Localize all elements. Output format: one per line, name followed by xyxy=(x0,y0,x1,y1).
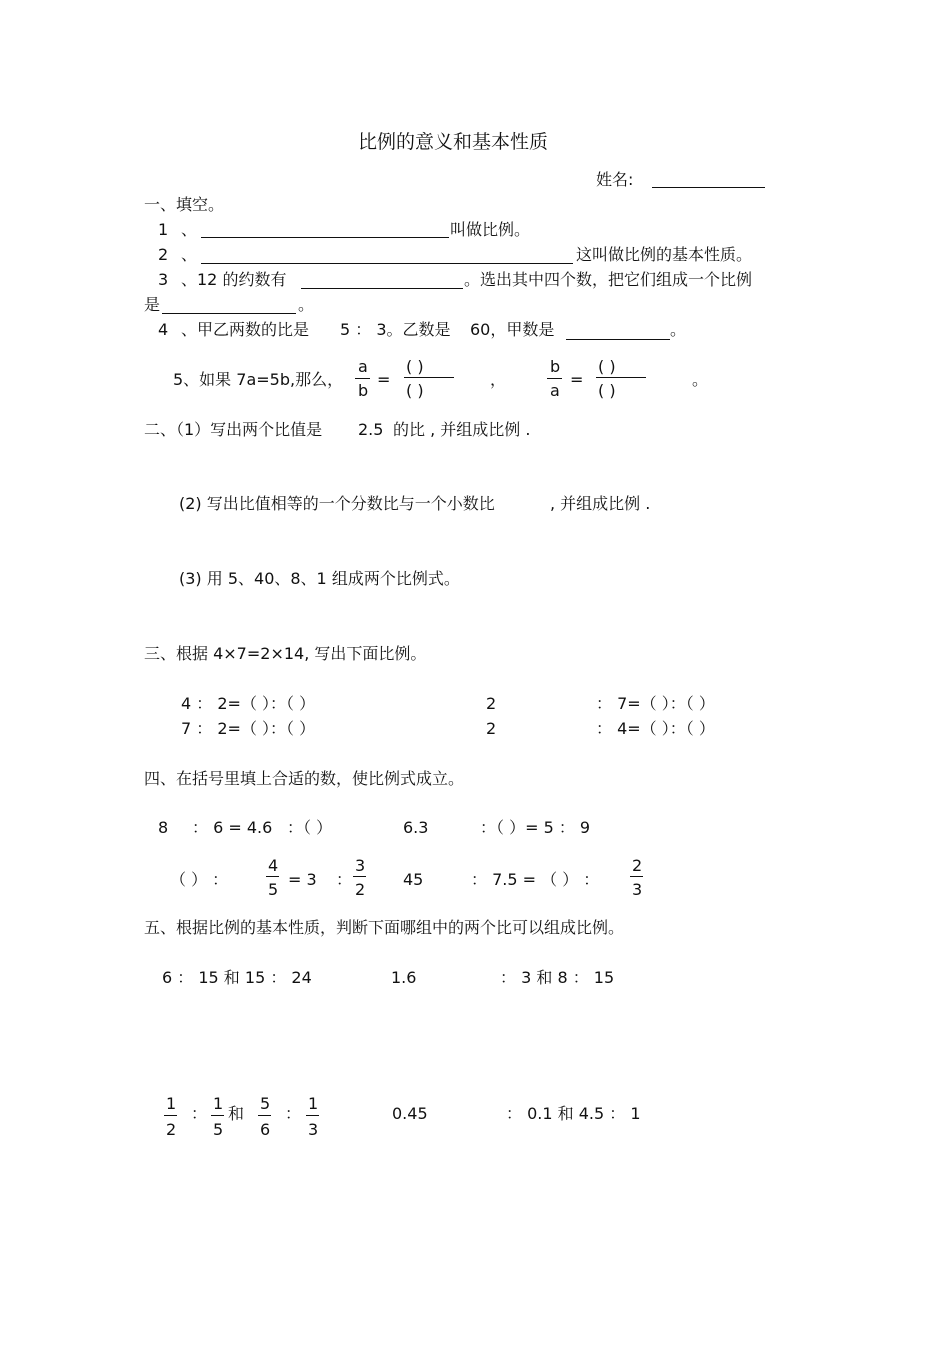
s3-row1-b: 2 xyxy=(486,694,497,713)
s4-frac3-num: 2 xyxy=(632,856,643,875)
s5-frac4-num: 1 xyxy=(308,1094,319,1113)
q5-frac1-den: b xyxy=(358,381,369,400)
q3-end: 。 xyxy=(298,295,315,314)
s4-row1-e: ：（ ）= 5 ： 9 xyxy=(480,818,591,837)
s4-frac3-line xyxy=(630,876,643,877)
q4-pre: 、甲乙两数的比是 xyxy=(181,320,310,339)
section-3-heading: 三、根据 4×7=2×14, 写出下面比例。 xyxy=(144,644,427,663)
s5-frac4-line xyxy=(306,1115,319,1116)
name-label: 姓名: xyxy=(596,170,634,189)
s4-row2-b: = 3 xyxy=(288,870,317,889)
s5-colon-2: ： xyxy=(285,1104,302,1123)
s5-frac2-line xyxy=(211,1115,224,1116)
q5-frac1-num: a xyxy=(358,357,368,376)
q1-blank[interactable] xyxy=(201,237,449,238)
s5-row1-a: 6 ： 15 和 15 ： 24 xyxy=(162,968,312,987)
q5-eq1: = xyxy=(377,370,391,389)
s4-row1-c: ：（ ） xyxy=(287,818,333,837)
q5-frac3-line xyxy=(547,378,562,379)
s4-row2-a: （ ） ： xyxy=(170,870,229,889)
s3-row1-c: ： 7=（ ）：（ ） xyxy=(596,694,715,713)
s4-frac2-line xyxy=(353,876,366,877)
s5-row2-b: 0.45 xyxy=(392,1104,428,1123)
s5-frac3-den: 6 xyxy=(260,1120,271,1139)
s4-row2-d: 45 xyxy=(403,870,424,889)
page-title: 比例的意义和基本性质 xyxy=(358,131,549,153)
s4-frac2-num: 3 xyxy=(355,856,366,875)
q3-line2: 是 xyxy=(144,295,161,314)
q4-number: 4 xyxy=(158,320,169,339)
q1-number: 1 xyxy=(158,220,169,239)
q3-blank-1[interactable] xyxy=(301,288,463,289)
q5-frac1-line xyxy=(355,378,370,379)
q2-blank[interactable] xyxy=(201,263,573,264)
q2-text: 这叫做比例的基本性质。 xyxy=(576,245,753,264)
s4-row1-b: ： 6 = 4.6 xyxy=(192,818,273,837)
s5-frac3-num: 5 xyxy=(260,1094,271,1113)
q5-frac4-den: ( ) xyxy=(598,381,616,400)
name-blank[interactable] xyxy=(652,187,765,188)
q5-end: 。 xyxy=(692,370,709,389)
s2-p1-c: 的比 , 并组成比例 . xyxy=(393,420,531,439)
q4-blank[interactable] xyxy=(566,339,670,340)
q3-blank-2[interactable] xyxy=(162,313,296,314)
s5-row2-c: ： 0.1 和 4.5 ： 1 xyxy=(506,1104,641,1123)
q2-sep: 、 xyxy=(181,245,198,264)
s4-row1-a: 8 xyxy=(158,818,169,837)
section-5-heading: 五、根据比例的基本性质，判断下面哪组中的两个比可以组成比例。 xyxy=(144,918,625,937)
s4-frac3-den: 3 xyxy=(632,880,643,899)
s2-p1-a: 二、（1）写出两个比值是 xyxy=(144,420,323,439)
s5-frac4-den: 3 xyxy=(308,1120,319,1139)
q5-frac4-line xyxy=(596,377,646,378)
q1-text: 叫做比例。 xyxy=(450,220,531,239)
q5-pre: 5、如果 7a=5b,那么， xyxy=(173,370,344,389)
q1-sep: 、 xyxy=(181,220,198,239)
s2-p3: (3) 用 5、40、8、1 组成两个比例式。 xyxy=(179,569,460,588)
s3-row2-c: ： 4=（ ）：（ ） xyxy=(596,719,715,738)
section-4-heading: 四、在括号里填上合适的数，使比例式成立。 xyxy=(144,769,465,788)
s5-frac3-line xyxy=(258,1115,271,1116)
s5-colon-1: ： xyxy=(191,1104,208,1123)
s5-frac1-line xyxy=(164,1115,177,1116)
s5-and: 和 xyxy=(228,1104,245,1123)
s4-row2-c: ： xyxy=(336,870,353,889)
section-1-heading: 一、填空。 xyxy=(144,195,225,214)
s3-row2-a: 7 ： 2=（ ）：（ ） xyxy=(181,719,316,738)
s2-p2-b: , 并组成比例 . xyxy=(550,494,651,513)
q5-frac3-den: a xyxy=(550,381,560,400)
s4-frac1-line xyxy=(266,876,279,877)
s5-frac2-den: 5 xyxy=(213,1120,224,1139)
q5-frac3-num: b xyxy=(550,357,561,376)
q5-frac2-den: ( ) xyxy=(406,381,424,400)
s2-p1-b: 2.5 xyxy=(358,420,384,439)
s4-frac2-den: 2 xyxy=(355,880,366,899)
q2-number: 2 xyxy=(158,245,169,264)
s4-row1-d: 6.3 xyxy=(403,818,429,837)
q3-text: 。选出其中四个数，把它们组成一个比例 xyxy=(464,270,753,289)
q3-pre: 、12 的约数有 xyxy=(181,270,287,289)
s5-frac1-den: 2 xyxy=(166,1120,177,1139)
q5-frac2-line xyxy=(404,377,454,378)
s4-frac1-den: 5 xyxy=(268,880,279,899)
s2-p2-a: (2) 写出比值相等的一个分数比与一个小数比 xyxy=(179,494,495,513)
s5-row1-b: 1.6 xyxy=(391,968,417,987)
s5-row1-c: ： 3 和 8 ： 15 xyxy=(500,968,615,987)
s3-row1-a: 4 ： 2=（ ）：（ ） xyxy=(181,694,316,713)
q5-comma: ， xyxy=(490,370,507,389)
q4-value: 60，甲数是 xyxy=(470,320,555,339)
q4-ratio: 5 ： 3。乙数是 xyxy=(340,320,451,339)
q5-frac2-num: ( ) xyxy=(406,357,424,376)
q3-number: 3 xyxy=(158,270,169,289)
q5-frac4-num: ( ) xyxy=(598,357,616,376)
s5-frac1-num: 1 xyxy=(166,1094,177,1113)
s4-frac1-num: 4 xyxy=(268,856,279,875)
q5-eq2: = xyxy=(570,370,584,389)
s4-row2-e: ： 7.5 = （ ） ： xyxy=(471,870,600,889)
s5-frac2-num: 1 xyxy=(213,1094,224,1113)
q4-end: 。 xyxy=(670,320,687,339)
s3-row2-b: 2 xyxy=(486,719,497,738)
